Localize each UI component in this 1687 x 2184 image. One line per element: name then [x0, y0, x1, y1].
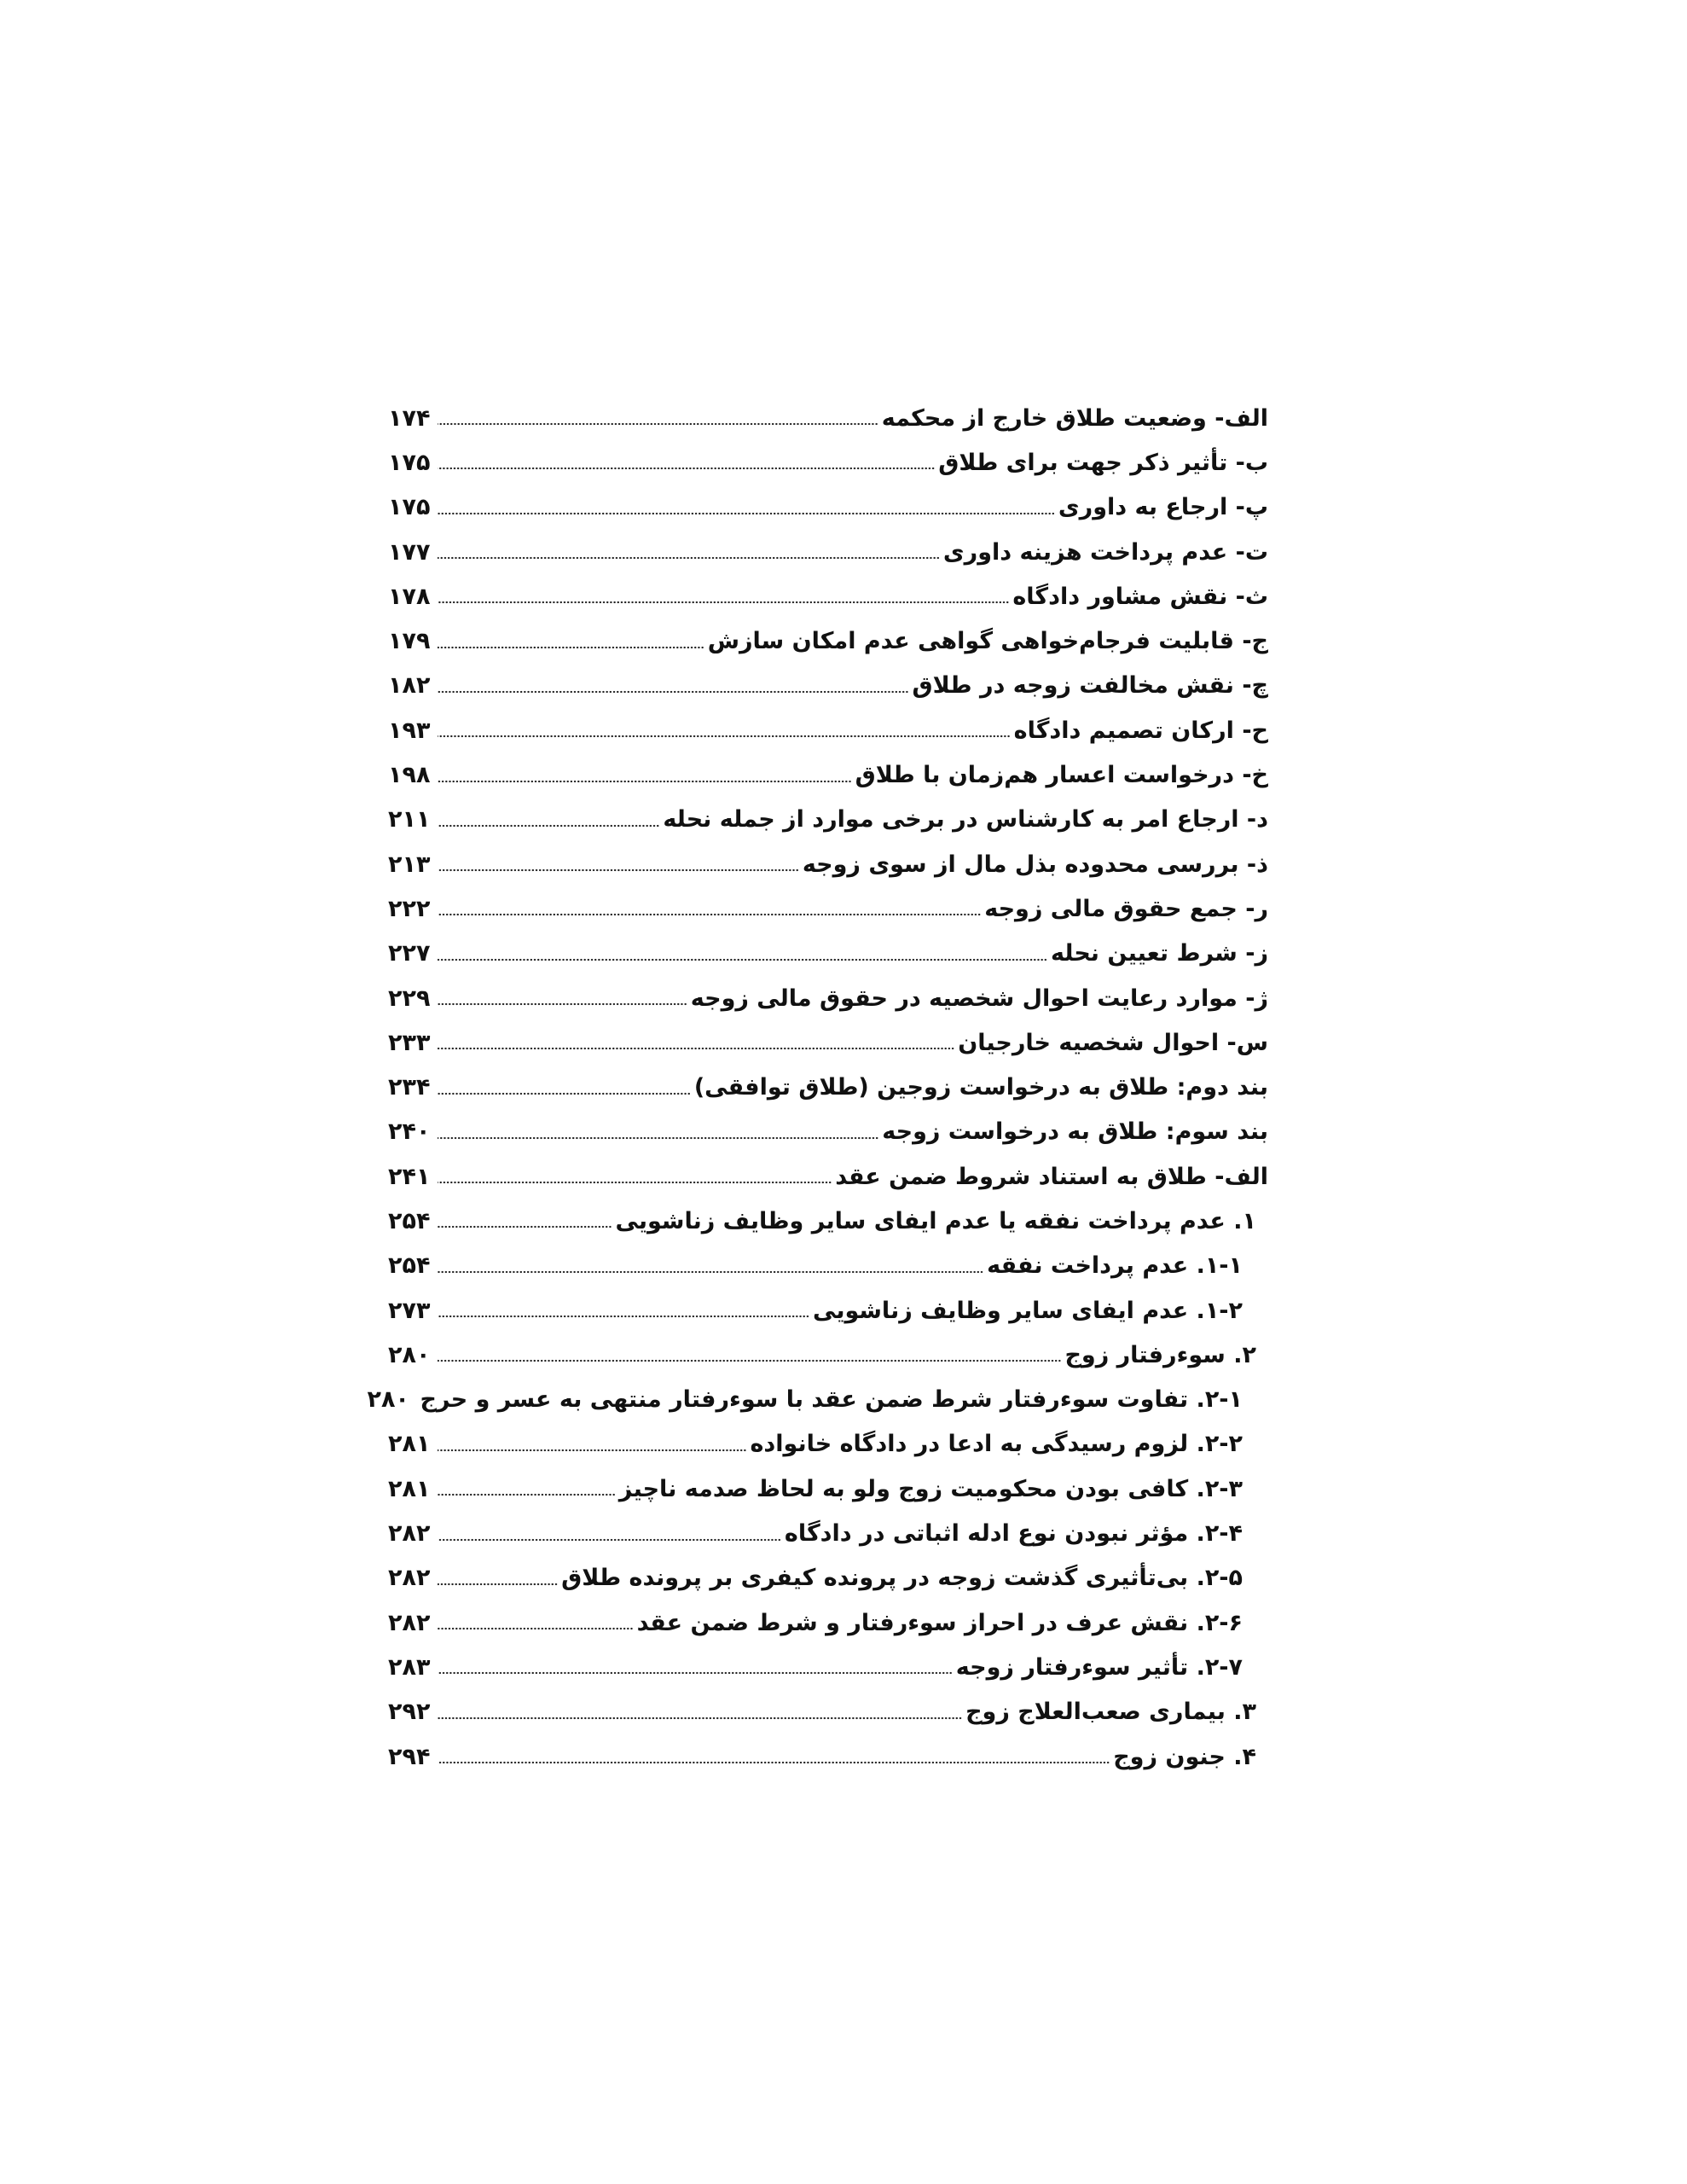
- toc-entry: [388, 1422, 1268, 1467]
- toc-entry-title: بند سوم: طلاق به درخواست زوجه: [882, 1118, 1268, 1146]
- dot-leader: [438, 600, 1009, 605]
- toc-entry-title: ۲-۶. نقش عرف در احراز سوء‌رفتار و شرط ضمن عقد: [636, 1609, 1243, 1636]
- toc-entry: [388, 752, 1268, 797]
- toc-entry: [388, 1199, 1268, 1243]
- dot-leader: [438, 912, 981, 917]
- toc-entry: [388, 932, 1268, 976]
- toc-entry-page-number: ۱۷۴: [388, 404, 431, 432]
- dot-leader: [438, 957, 1047, 962]
- dot-leader: [438, 1180, 832, 1185]
- toc-entry: [388, 1333, 1268, 1377]
- dot-leader: [438, 1448, 746, 1453]
- dot-leader: [438, 1314, 809, 1319]
- toc-entry-title: ۱-۱. عدم پرداخت نفقه: [987, 1252, 1243, 1280]
- toc-entry: [388, 886, 1268, 931]
- table-of-contents: [367, 396, 1268, 1779]
- toc-entry-page-number: ۲۸۲: [388, 1609, 431, 1636]
- dot-leader: [438, 1136, 878, 1141]
- toc-entry: [388, 1556, 1268, 1600]
- toc-entry-title: خ- درخواست اعسار هم‌زمان با طلاق: [855, 762, 1268, 789]
- toc-entry-page-number: ۲۸۱: [388, 1431, 431, 1458]
- toc-entry-page-number: ۲۸۱: [388, 1475, 431, 1502]
- toc-entry: [367, 1378, 1268, 1422]
- dot-leader: [438, 868, 799, 873]
- dot-leader: [438, 1269, 983, 1275]
- toc-entry: [388, 1467, 1268, 1511]
- toc-entry-page-number: ۲۸۰: [388, 1341, 431, 1368]
- toc-entry: [388, 1690, 1268, 1734]
- dot-leader: [438, 1091, 691, 1096]
- toc-entry-page-number: ۱۷۸: [388, 583, 431, 610]
- toc-entry-page-number: ۱۷۹: [388, 628, 431, 655]
- dot-leader: [438, 1002, 687, 1007]
- toc-entry: [388, 664, 1268, 708]
- toc-entry-page-number: ۲۸۲: [388, 1565, 431, 1592]
- toc-entry-title: ذ- بررسی محدوده بذل مال از سوی زوجه: [802, 851, 1268, 878]
- toc-entry-title: ب- تأثیر ذکر جهت برای طلاق: [938, 449, 1268, 476]
- toc-entry-title: ۲-۱. تفاوت سوء‌رفتار شرط ضمن عقد با سوء‌رفتار منتهی به عسر و حرج: [420, 1386, 1243, 1414]
- toc-entry-title: ۲-۳. کافی بودن محکومیت زوج ولو به لحاظ صدمه ناچیز: [618, 1475, 1243, 1502]
- toc-entry-page-number: ۱۷۵: [388, 449, 431, 476]
- toc-entry: [388, 1020, 1268, 1065]
- toc-entry-page-number: ۲۵۴: [388, 1207, 431, 1234]
- dot-leader: [438, 823, 659, 828]
- toc-entry: [388, 440, 1268, 485]
- toc-entry-page-number: ۲۲۲: [388, 895, 431, 922]
- toc-entry-page-number: ۱۹۸: [388, 762, 431, 789]
- toc-entry-title: چ- نقش مخالفت زوجه در طلاق: [912, 672, 1268, 700]
- toc-entry-title: پ- ارجاع به داوری: [1058, 494, 1268, 521]
- dot-leader: [438, 1760, 1110, 1765]
- dot-leader: [438, 734, 1011, 739]
- toc-entry-page-number: ۲۸۰: [367, 1386, 409, 1414]
- toc-entry-page-number: ۲۴۰: [388, 1118, 431, 1146]
- toc-entry: [388, 842, 1268, 886]
- toc-entry-title: ح- ارکان تصمیم دادگاه: [1013, 717, 1268, 744]
- toc-entry: [388, 1154, 1268, 1199]
- dot-leader: [438, 689, 909, 694]
- toc-entry: [388, 1600, 1268, 1645]
- dot-leader: [438, 1626, 634, 1631]
- toc-entry-page-number: ۲۱۱: [388, 806, 431, 834]
- dot-leader: [438, 779, 852, 784]
- toc-entry-page-number: ۲۹۲: [388, 1699, 431, 1726]
- toc-entry-page-number: ۲۴۱: [388, 1163, 431, 1190]
- dot-leader: [438, 1224, 612, 1229]
- dot-leader: [438, 1537, 781, 1542]
- toc-entry: [388, 976, 1268, 1020]
- toc-entry: [388, 396, 1268, 440]
- dot-leader: [438, 466, 935, 471]
- dot-leader: [438, 511, 1055, 516]
- toc-entry-page-number: ۲۳۳: [388, 1029, 431, 1056]
- dot-leader: [438, 1358, 1061, 1363]
- toc-entry: [388, 1511, 1268, 1555]
- toc-entry-page-number: ۱۹۳: [388, 717, 431, 744]
- toc-entry: [388, 798, 1268, 842]
- toc-entry: [388, 1288, 1268, 1333]
- toc-entry-title: ۲-۷. تأثیر سوء‌رفتار زوجه: [955, 1653, 1243, 1681]
- toc-entry-title: ۲-۴. مؤثر نبودن نوع ادله اثباتی در دادگاه: [784, 1520, 1243, 1548]
- toc-entry-page-number: ۱۸۲: [388, 672, 431, 700]
- toc-entry-title: بند دوم: طلاق به درخواست زوجین (طلاق توافقی): [693, 1074, 1268, 1101]
- toc-entry: [388, 1244, 1268, 1288]
- toc-entry: [388, 1110, 1268, 1154]
- toc-entry-title: ث- نقش مشاور دادگاه: [1012, 583, 1268, 610]
- toc-entry-page-number: ۲۱۳: [388, 851, 431, 878]
- toc-entry-page-number: ۲۲۷: [388, 940, 431, 967]
- toc-entry-title: ژ- موارد رعایت احوال شخصیه در حقوق مالی زوجه: [690, 985, 1268, 1012]
- toc-entry-title: د- ارجاع امر به کارشناس در برخی موارد از جمله نحله: [663, 806, 1268, 834]
- toc-entry: [388, 1065, 1268, 1109]
- toc-entry-page-number: ۱۷۵: [388, 494, 431, 521]
- toc-entry: [388, 1645, 1268, 1689]
- toc-entry: [388, 574, 1268, 619]
- dot-leader: [438, 1670, 953, 1676]
- toc-entry: [388, 619, 1268, 663]
- toc-entry-title: ۱. عدم پرداخت نفقه یا عدم ایفای سایر وظایف زناشویی: [615, 1207, 1256, 1234]
- dot-leader: [438, 645, 704, 650]
- toc-entry: [388, 530, 1268, 574]
- toc-entry-page-number: ۲۸۳: [388, 1653, 431, 1681]
- toc-entry-page-number: ۲۲۹: [388, 985, 431, 1012]
- toc-entry-page-number: ۲۵۴: [388, 1252, 431, 1280]
- toc-entry-title: ۱-۲. عدم ایفای سایر وظایف زناشویی: [813, 1297, 1243, 1324]
- toc-entry: [388, 708, 1268, 752]
- toc-entry-title: ۲. سوء‌رفتار زوج: [1064, 1341, 1256, 1368]
- toc-entry-page-number: ۲۷۳: [388, 1297, 431, 1324]
- toc-entry-title: ز- شرط تعیین نحله: [1050, 940, 1268, 967]
- dot-leader: [438, 1716, 962, 1721]
- toc-entry-title: ر- جمع حقوق مالی زوجه: [984, 895, 1268, 922]
- dot-leader: [438, 1582, 558, 1587]
- toc-entry-title: الف- وضعیت طلاق خارج از محکمه: [881, 404, 1268, 432]
- toc-entry-page-number: ۲۹۴: [388, 1743, 431, 1770]
- toc-entry: [388, 1734, 1268, 1779]
- toc-entry: [388, 485, 1268, 530]
- dot-leader: [438, 555, 940, 561]
- dot-leader: [438, 421, 878, 427]
- dot-leader: [438, 1046, 954, 1051]
- toc-entry-title: ت- عدم پرداخت هزینه داوری: [942, 538, 1268, 566]
- toc-entry-title: س- احوال شخصیه خارجیان: [958, 1029, 1268, 1056]
- toc-entry-page-number: ۲۸۲: [388, 1520, 431, 1548]
- toc-entry-page-number: ۱۷۷: [388, 538, 431, 566]
- toc-entry-title: ۲-۲. لزوم رسیدگی به ادعا در دادگاه خانواده: [750, 1431, 1243, 1458]
- toc-entry-title: الف- طلاق به استناد شروط ضمن عقد: [835, 1163, 1268, 1190]
- toc-entry-title: ج- قابلیت فرجام‌خواهی گواهی عدم امکان سازش: [707, 628, 1268, 655]
- dot-leader: [438, 1492, 616, 1497]
- toc-entry-page-number: ۲۳۴: [388, 1074, 431, 1101]
- toc-entry-title: ۴. جنون زوج: [1113, 1743, 1256, 1770]
- toc-entry-title: ۲-۵. بی‌تأثیری گذشت زوجه در پرونده کیفری بر پرونده طلاق: [561, 1565, 1243, 1592]
- toc-entry-title: ۳. بیماری صعب‌العلاج زوج: [965, 1699, 1256, 1726]
